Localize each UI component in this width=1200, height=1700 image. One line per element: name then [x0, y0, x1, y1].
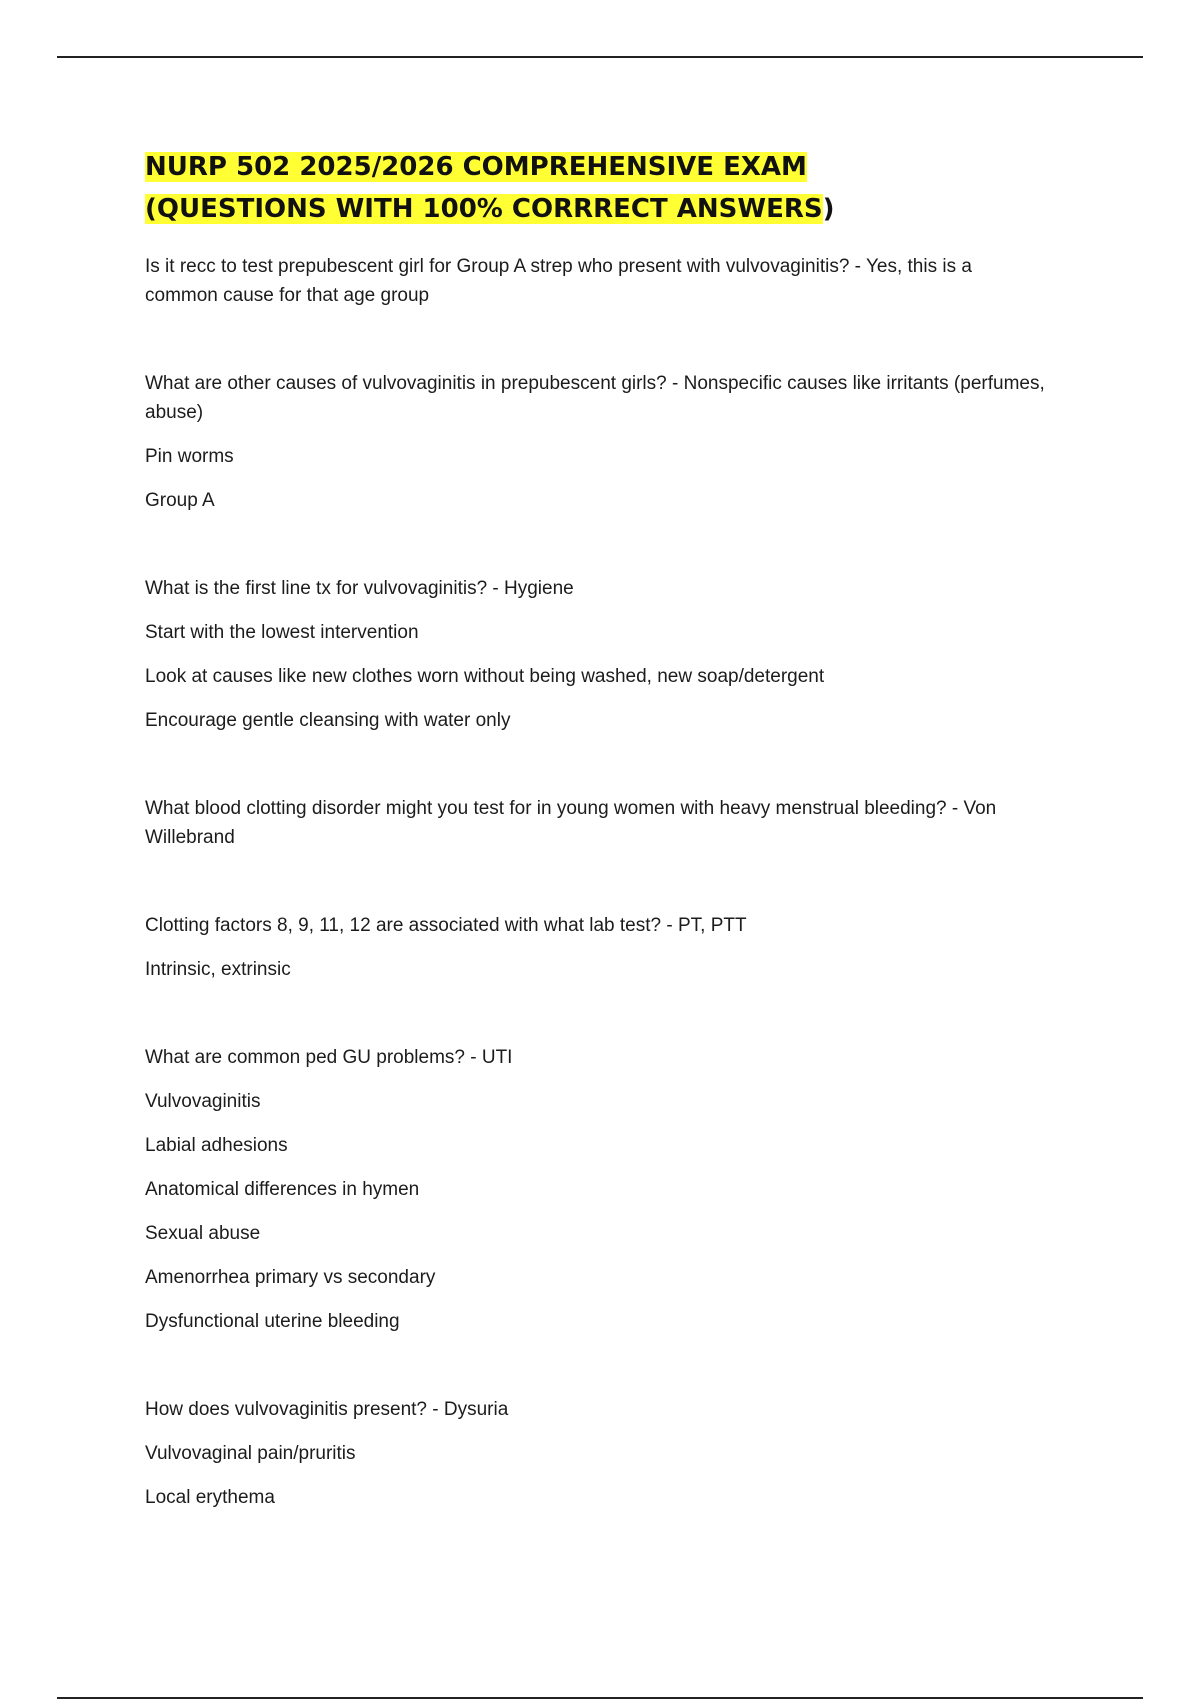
qa-answer-line: Amenorrhea primary vs secondary [145, 1267, 436, 1288]
qa-answer-line: Labial adhesions [145, 1135, 288, 1156]
qa-block-1 [145, 252, 1045, 310]
header-rule [57, 56, 1143, 58]
qa-answer-line: Intrinsic, extrinsic [145, 959, 291, 980]
title-line-2-tail: ) [822, 194, 835, 224]
qa-answer-line: Vulvovaginitis [145, 1091, 261, 1112]
qa-answer-line: Encourage gentle cleansing with water only [145, 710, 511, 731]
qa-block-4 [145, 794, 1045, 852]
qa-answer-line: Group A [145, 490, 215, 511]
qa-answer-line: Sexual abuse [145, 1223, 261, 1244]
qa-question: Clotting factors 8, 9, 11, 12 are associated with what lab test? - PT, PTT [145, 915, 747, 936]
qa-answer-line: Anatomical differences in hymen [145, 1179, 420, 1200]
qa-block-2 [145, 369, 1045, 515]
qa-answer-line: Vulvovaginal pain/pruritis [145, 1443, 356, 1464]
title-line-1: NURP 502 2025/2026 COMPREHENSIVE EXAM [145, 152, 807, 182]
qa-question: What blood clotting disorder might you test for in young women with heavy menstrual bleeding? - Von Willebrand [145, 798, 997, 848]
qa-answer-line: Dysfunctional uterine bleeding [145, 1311, 400, 1332]
qa-answer-line: Local erythema [145, 1487, 275, 1508]
qa-question: What is the first line tx for vulvovaginitis? - Hygiene [145, 578, 574, 599]
qa-answer-line: Start with the lowest intervention [145, 622, 419, 643]
document-title [145, 146, 1045, 230]
qa-question: Is it recc to test prepubescent girl for Group A strep who present with vulvovaginitis? - Yes, this is a common cause for that age group [145, 256, 972, 306]
title-line-2: (QUESTIONS WITH 100% CORRRECT ANSWERS [145, 194, 823, 224]
qa-answer-line: Look at causes like new clothes worn without being washed, new soap/detergent [145, 666, 825, 687]
qa-block-6 [145, 1043, 1045, 1336]
qa-question: What are common ped GU problems? - UTI [145, 1047, 513, 1068]
qa-question: How does vulvovaginitis present? - Dysuria [145, 1399, 509, 1420]
qa-block-3 [145, 574, 1045, 735]
document-body [145, 146, 1045, 1512]
qa-question: What are other causes of vulvovaginitis in prepubescent girls? - Nonspecific causes like irritants (perfumes, abuse) [145, 373, 1045, 423]
footer-rule [57, 1697, 1143, 1699]
qa-block-7 [145, 1395, 1045, 1512]
qa-answer-line: Pin worms [145, 446, 234, 467]
qa-block-5 [145, 911, 1045, 984]
